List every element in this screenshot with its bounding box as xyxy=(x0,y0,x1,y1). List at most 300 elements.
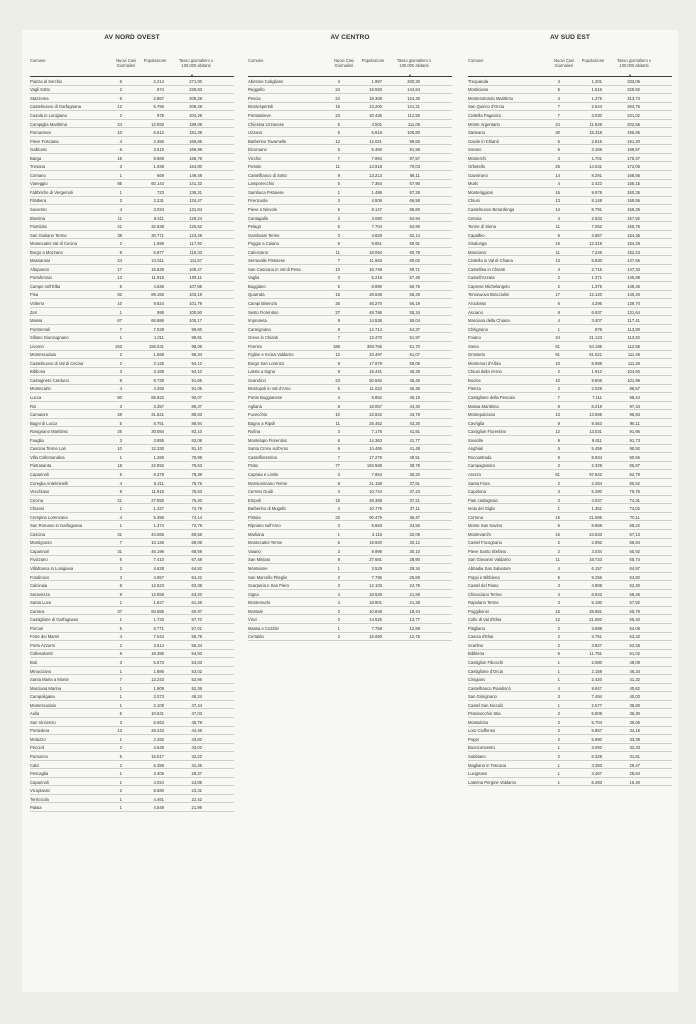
cell-tasso: 76,76 xyxy=(191,480,202,486)
table-row xyxy=(248,556,452,565)
cell-comune: Cetona xyxy=(468,215,482,221)
cell-tasso: 55,34 xyxy=(191,642,202,648)
cell-popolazione: 2.484 xyxy=(591,480,602,486)
cell-comune: Cascina xyxy=(30,531,46,537)
table-row xyxy=(30,128,234,137)
cell-comune: Rosignano Marittimo xyxy=(30,429,69,435)
cell-nuovi-casi: 1 xyxy=(119,771,122,777)
cell-tasso: 41,77 xyxy=(409,437,420,443)
cell-nuovi-casi: 6 xyxy=(557,232,560,238)
cell-tasso: 25,69 xyxy=(409,574,420,580)
cell-comune: Monteriggioni xyxy=(468,189,494,195)
cell-tasso: 74,31 xyxy=(629,497,640,503)
table-row xyxy=(30,436,234,445)
cell-nuovi-casi: 4 xyxy=(119,207,122,212)
cell-nuovi-casi: 8 xyxy=(337,326,340,332)
cell-tasso: 64,82 xyxy=(629,574,640,580)
cell-tasso: 111,09 xyxy=(407,121,420,127)
cell-popolazione: 1.912 xyxy=(591,369,602,375)
cell-nuovi-casi: 153 xyxy=(115,343,122,349)
cell-nuovi-casi: 23 xyxy=(335,377,340,383)
cell-comune: Marciana Marina xyxy=(30,685,62,691)
table-row xyxy=(30,154,234,163)
cell-popolazione: 27.850 xyxy=(151,497,164,503)
table-body xyxy=(468,77,672,786)
cell-comune: Sinalunga xyxy=(468,241,487,247)
header-comune: Comune xyxy=(468,58,484,63)
cell-comune: Rio xyxy=(30,403,37,409)
cell-nuovi-casi: 2 xyxy=(557,736,560,742)
cell-comune: Trequanda xyxy=(468,78,489,84)
cell-popolazione: 2.108 xyxy=(153,702,164,708)
table-row xyxy=(30,607,234,616)
cell-popolazione: 8.291 xyxy=(591,172,602,178)
table-row xyxy=(30,556,234,565)
cell-nuovi-casi: 3 xyxy=(337,232,340,238)
table-row xyxy=(30,598,234,607)
cell-tasso: 64,90 xyxy=(409,224,420,230)
cell-tasso: 159,55 xyxy=(627,198,640,204)
cell-comune: Seravezza xyxy=(30,591,50,597)
cell-popolazione: 44.565 xyxy=(151,531,164,537)
header-nuovi-casi: Nuovi Casi Giornalieri xyxy=(116,58,136,68)
cell-popolazione: 4.649 xyxy=(153,745,164,751)
cell-comune: Montespertoli xyxy=(248,104,274,110)
cell-tasso: 160,35 xyxy=(627,189,640,195)
cell-comune: Sambuca Pistoiese xyxy=(248,189,284,195)
cell-comune: Firenze xyxy=(248,343,262,349)
cell-nuovi-casi: 3 xyxy=(119,565,122,571)
cell-nuovi-casi: 4 xyxy=(119,386,122,392)
cell-comune: Colle di Val d'Elsa xyxy=(468,617,502,623)
cell-comune: Bientina xyxy=(30,215,46,221)
cell-tasso: 57,70 xyxy=(191,617,202,623)
cell-comune: Montecarlo xyxy=(30,386,51,392)
table-row xyxy=(468,462,672,471)
table-row xyxy=(468,419,672,428)
table-row xyxy=(30,701,234,710)
table-row xyxy=(30,470,234,479)
table-row xyxy=(30,487,234,496)
cell-nuovi-casi: 2 xyxy=(119,352,122,358)
cell-nuovi-casi: 3 xyxy=(119,574,122,580)
cell-tasso: 66,58 xyxy=(409,198,420,204)
cell-tasso: 145,88 xyxy=(627,275,640,281)
cell-tasso: 149,48 xyxy=(189,172,202,178)
table-row xyxy=(468,445,672,454)
cell-nuovi-casi: 18 xyxy=(335,497,340,503)
cell-nuovi-casi: 2 xyxy=(337,215,340,221)
cell-tasso: 85,87 xyxy=(629,463,640,469)
cell-nuovi-casi: 7 xyxy=(337,258,340,264)
cell-comune: Chianni xyxy=(30,506,45,512)
table-row xyxy=(248,180,452,189)
cell-nuovi-casi: 2 xyxy=(557,728,560,734)
cell-nuovi-casi: 1 xyxy=(119,694,122,700)
cell-nuovi-casi: 4 xyxy=(557,181,560,187)
cell-tasso: 29,47 xyxy=(629,762,640,768)
cell-nuovi-casi: 12 xyxy=(555,429,560,435)
cell-nuovi-casi: 7 xyxy=(337,335,340,341)
cell-tasso: 30,10 xyxy=(409,548,420,554)
cell-popolazione: 18.057 xyxy=(369,403,382,409)
cell-popolazione: 1.275 xyxy=(591,95,602,101)
table-row xyxy=(248,427,452,436)
cell-popolazione: 11.761 xyxy=(589,651,602,657)
sort-arrow-icon[interactable]: ▼ xyxy=(628,73,632,78)
table-row xyxy=(30,504,234,513)
cell-comune: Viareggio xyxy=(30,181,48,187)
table-row xyxy=(30,299,234,308)
cell-comune: Pitigliano xyxy=(468,625,485,631)
cell-popolazione: 2.080 xyxy=(591,659,602,665)
cell-nuovi-casi: 10 xyxy=(555,360,560,366)
table-row xyxy=(468,137,672,146)
cell-popolazione: 22.892 xyxy=(151,463,164,469)
cell-tasso: 54,93 xyxy=(191,651,202,657)
cell-popolazione: 3.614 xyxy=(153,642,164,648)
table-row xyxy=(468,162,672,171)
cell-comune: Cascina Terme Lari xyxy=(30,446,66,452)
table-row xyxy=(468,667,672,676)
cell-nuovi-casi: 24 xyxy=(335,87,340,93)
cell-tasso: 78,39 xyxy=(191,471,202,477)
cell-comune: Vaglia xyxy=(248,275,260,281)
cell-nuovi-casi: 6 xyxy=(337,241,340,247)
cell-comune: Buti xyxy=(30,659,38,665)
cell-tasso: 55,40 xyxy=(629,617,640,623)
cell-comune: Santa Luce xyxy=(30,600,52,606)
cell-popolazione: 6.359 xyxy=(153,762,164,768)
table-row xyxy=(30,86,234,95)
cell-popolazione: 8.834 xyxy=(591,454,602,460)
cell-comune: Montalcino xyxy=(468,719,489,725)
table-row xyxy=(468,573,672,582)
cell-nuovi-casi: 3 xyxy=(337,583,340,589)
cell-tasso: 111,57 xyxy=(189,258,202,264)
cell-popolazione: 3.529 xyxy=(371,565,382,571)
table-row xyxy=(248,77,452,86)
cell-nuovi-casi: 8 xyxy=(557,403,560,409)
table-row xyxy=(248,171,452,180)
cell-popolazione: 14.363 xyxy=(369,437,382,443)
cell-tasso: 100,50 xyxy=(189,309,202,315)
cell-nuovi-casi: 6 xyxy=(337,130,340,136)
cell-comune: Serravalle Pistoiese xyxy=(248,258,286,264)
cell-nuovi-casi: 1 xyxy=(119,685,122,691)
cell-comune: Castelnuovo di Val di Cecina xyxy=(30,360,84,366)
cell-comune: Scarperia e San Piero xyxy=(248,583,289,589)
cell-popolazione: 1.733 xyxy=(153,617,164,623)
cell-nuovi-casi: 33 xyxy=(335,514,340,520)
sort-arrow-icon[interactable]: ▼ xyxy=(408,73,412,78)
cell-nuovi-casi: 6 xyxy=(119,147,122,153)
cell-tasso: 38,20 xyxy=(409,471,420,477)
table-row xyxy=(30,94,234,103)
cell-comune: Barga xyxy=(30,155,42,161)
cell-popolazione: 9.996 xyxy=(371,548,382,554)
cell-tasso: 32,09 xyxy=(409,531,420,537)
table-row xyxy=(468,94,672,103)
cell-comune: Montopoli in Val d'Arno xyxy=(248,386,291,392)
cell-nuovi-casi: 5 xyxy=(337,283,340,289)
cell-popolazione: 2.329 xyxy=(591,463,602,469)
cell-popolazione: 878 xyxy=(595,326,602,332)
cell-nuovi-casi: 3 xyxy=(119,164,122,170)
cell-comune: Certaldo xyxy=(248,634,264,640)
cell-tasso: 131,64 xyxy=(627,309,640,315)
cell-popolazione: 16.385 xyxy=(151,651,164,657)
cell-nuovi-casi: 2 xyxy=(557,386,560,392)
table-row xyxy=(248,316,452,325)
cell-nuovi-casi: 11 xyxy=(555,224,560,230)
cell-nuovi-casi: 7 xyxy=(557,395,560,401)
cell-comune: Comano xyxy=(30,172,46,178)
cell-nuovi-casi: 14 xyxy=(555,207,560,212)
table-row xyxy=(468,222,672,231)
cell-popolazione: 21.123 xyxy=(589,335,602,341)
cell-nuovi-casi: 30 xyxy=(555,130,560,136)
cell-nuovi-casi: 1 xyxy=(557,702,560,708)
table-row xyxy=(30,581,234,590)
cell-nuovi-casi: 4 xyxy=(557,318,560,324)
cell-comune: Pieve Santo Stefano xyxy=(468,548,507,554)
cell-comune: Marliana xyxy=(248,531,265,537)
table-row xyxy=(248,479,452,488)
cell-nuovi-casi: 7 xyxy=(557,112,560,118)
cell-nuovi-casi: 24 xyxy=(117,121,122,127)
cell-tasso: 67,29 xyxy=(409,189,420,195)
table-row xyxy=(468,171,672,180)
cell-nuovi-casi: 91 xyxy=(555,352,560,358)
cell-nuovi-casi: 2 xyxy=(119,762,122,768)
cell-nuovi-casi: 9 xyxy=(557,309,560,315)
region-title: AV SUD EST xyxy=(549,34,591,41)
cell-comune: Empoli xyxy=(248,497,261,503)
region-column-centro xyxy=(248,30,452,641)
cell-popolazione: 1.909 xyxy=(153,685,164,691)
cell-tasso: 231,02 xyxy=(627,112,640,118)
cell-comune: Vecchiano xyxy=(30,489,50,495)
cell-popolazione: 45.196 xyxy=(151,548,164,554)
table-row xyxy=(468,145,672,154)
header-popolazione: Popolazione xyxy=(361,58,385,63)
cell-tasso: 98,06 xyxy=(191,343,202,349)
cell-nuovi-casi: 2 xyxy=(119,745,122,751)
cell-tasso: 154,80 xyxy=(189,164,202,170)
cell-tasso: 21,28 xyxy=(409,600,420,606)
table-row xyxy=(468,581,672,590)
table-row xyxy=(248,351,452,360)
sort-arrow-icon[interactable]: ▼ xyxy=(190,73,194,78)
table-row xyxy=(248,342,452,351)
cell-comune: Capraia e Limite xyxy=(248,471,279,477)
cell-tasso: 37,81 xyxy=(409,480,420,486)
cell-popolazione: 90.479 xyxy=(369,514,382,520)
cell-popolazione: 16.749 xyxy=(369,266,382,272)
cell-popolazione: 1.371 xyxy=(591,275,602,281)
cell-tasso: 78,99 xyxy=(191,454,202,460)
cell-popolazione: 13.470 xyxy=(369,335,382,341)
cell-nuovi-casi: 12 xyxy=(117,104,122,110)
table-row xyxy=(30,744,234,753)
cell-popolazione: 13.243 xyxy=(151,677,164,683)
table-row xyxy=(468,744,672,753)
cell-comune: Caprese Michelangelo xyxy=(468,283,510,289)
cell-comune: Agliana xyxy=(248,403,262,409)
cell-tasso: 89,37 xyxy=(191,403,202,409)
table-row xyxy=(30,735,234,744)
cell-nuovi-casi: 2 xyxy=(119,642,122,648)
cell-popolazione: 26.648 xyxy=(369,292,382,298)
cell-tasso: 24,85 xyxy=(191,779,202,785)
cell-nuovi-casi: 1 xyxy=(557,668,560,674)
cell-popolazione: 8.791 xyxy=(591,207,602,212)
cell-tasso: 43,20 xyxy=(409,420,420,426)
cell-popolazione: 18.526 xyxy=(369,591,382,597)
cell-nuovi-casi: 2 xyxy=(557,625,560,631)
cell-tasso: 86,94 xyxy=(191,420,202,426)
cell-tasso: 18,44 xyxy=(409,608,420,614)
cell-nuovi-casi: 13 xyxy=(555,198,560,204)
cell-popolazione: 13.565 xyxy=(589,412,602,418)
table-row xyxy=(30,282,234,291)
cell-popolazione: 3.407 xyxy=(591,318,602,324)
cell-popolazione: 15.517 xyxy=(151,754,164,759)
table-row xyxy=(248,419,452,428)
cell-tasso: 68,59 xyxy=(191,548,202,554)
table-row xyxy=(248,496,452,505)
table-row xyxy=(248,103,452,112)
cell-comune: Camaiore xyxy=(30,412,49,418)
cell-tasso: 208,48 xyxy=(189,104,202,110)
cell-tasso: 156,76 xyxy=(189,155,202,161)
table-row xyxy=(30,239,234,248)
cell-comune: Filattiera xyxy=(30,198,47,204)
cell-tasso: 35,06 xyxy=(629,719,640,725)
cell-tasso: 112,55 xyxy=(407,112,420,118)
cell-comune: Arcidosso xyxy=(468,301,487,307)
cell-tasso: 28,34 xyxy=(409,565,420,571)
cell-tasso: 191,20 xyxy=(627,138,640,144)
cell-tasso: 44,46 xyxy=(191,728,202,734)
cell-popolazione: 3.698 xyxy=(591,625,602,631)
cell-comune: Loro Ciuffenna xyxy=(468,728,496,734)
cell-popolazione: 9.806 xyxy=(591,377,602,383)
cell-comune: Carrara xyxy=(30,608,45,614)
region-column-nord-ovest xyxy=(30,30,234,812)
cell-tasso: 54,37 xyxy=(409,326,420,332)
cell-tasso: 271,00 xyxy=(189,78,202,84)
cell-tasso: 68,11 xyxy=(409,172,420,178)
cell-popolazione: 12.330 xyxy=(151,446,164,452)
cell-nuovi-casi: 4 xyxy=(337,395,340,401)
table-row xyxy=(468,675,672,684)
cell-popolazione: 11.849 xyxy=(589,121,602,127)
table-row xyxy=(468,410,672,419)
cell-popolazione: 5.395 xyxy=(153,514,164,520)
cell-tasso: 145,45 xyxy=(627,283,640,289)
cell-comune: Montescudaio xyxy=(30,702,57,708)
cell-popolazione: 2.282 xyxy=(153,736,164,742)
cell-tasso: 228,83 xyxy=(189,87,202,93)
table-row xyxy=(248,385,452,394)
cell-comune: Vicopisano xyxy=(30,788,51,794)
cell-popolazione: 1.627 xyxy=(153,600,164,606)
table-row xyxy=(30,530,234,539)
cell-popolazione: 7.364 xyxy=(371,181,382,187)
table-row xyxy=(30,274,234,283)
cell-nuovi-casi: 8 xyxy=(119,591,122,597)
cell-tasso: 65,92 xyxy=(629,548,640,554)
cell-popolazione: 8.729 xyxy=(153,377,164,383)
cell-nuovi-casi: 2 xyxy=(557,634,560,640)
table-row xyxy=(30,171,234,180)
table-row xyxy=(30,393,234,402)
cell-popolazione: 15.318 xyxy=(589,130,602,136)
cell-popolazione: 2.355 xyxy=(153,138,164,144)
cell-tasso: 78,63 xyxy=(191,463,202,469)
cell-popolazione: 1.701 xyxy=(591,155,602,161)
cell-nuovi-casi: 2 xyxy=(119,360,122,366)
cell-comune: Sillano Giuncugnano xyxy=(30,335,69,341)
cell-comune: Pratovecchio Stia xyxy=(468,711,501,717)
cell-comune: Monticiano xyxy=(468,87,489,93)
cell-popolazione: 3.827 xyxy=(591,642,602,648)
cell-comune: Poppi e Bibbiena xyxy=(468,574,500,580)
cell-tasso: 13,77 xyxy=(409,617,420,623)
cell-comune: Cinigiano xyxy=(468,677,486,683)
cell-tasso: 189,57 xyxy=(627,147,640,153)
table-row xyxy=(468,496,672,505)
cell-nuovi-casi: 3 xyxy=(119,437,122,443)
cell-tasso: 95,83 xyxy=(629,412,640,418)
cell-tasso: 134,47 xyxy=(189,198,202,204)
cell-comune: Volterra xyxy=(30,301,45,307)
cell-comune: Monsummano Terme xyxy=(248,480,288,486)
table-row xyxy=(248,274,452,283)
table-row xyxy=(468,342,672,351)
cell-popolazione: 874 xyxy=(157,87,164,93)
cell-popolazione: 13.200 xyxy=(369,104,382,110)
cell-tasso: 154,36 xyxy=(627,232,640,238)
cell-popolazione: 10.779 xyxy=(369,506,382,512)
cell-nuovi-casi: 6 xyxy=(557,523,560,529)
cell-nuovi-casi: 11 xyxy=(335,420,340,426)
cell-comune: Montecatini Val di Cecina xyxy=(30,241,77,247)
table-row xyxy=(468,333,672,342)
cell-comune: Aulla xyxy=(30,711,40,717)
cell-comune: Molazzo xyxy=(30,736,46,742)
cell-comune: Campiglia Marittima xyxy=(30,121,67,127)
cell-nuovi-casi: 1 xyxy=(119,796,122,802)
table-row xyxy=(248,470,452,479)
cell-popolazione: 1.658 xyxy=(153,352,164,358)
cell-comune: Castiglione di Garfagnana xyxy=(30,617,79,623)
cell-popolazione: 1.375 xyxy=(591,283,602,289)
cell-popolazione: 9.851 xyxy=(371,241,382,247)
cell-popolazione: 5.459 xyxy=(591,446,602,452)
cell-nuovi-casi: 3 xyxy=(337,471,340,477)
cell-tasso: 57,49 xyxy=(409,275,420,281)
cell-tasso: 116,33 xyxy=(189,249,202,255)
cell-nuovi-casi: 1 xyxy=(557,659,560,665)
cell-comune: Ripriano sull'Arno xyxy=(248,523,281,529)
table-header xyxy=(248,44,452,77)
table-row xyxy=(248,376,452,385)
cell-tasso: 101,98 xyxy=(627,377,640,383)
cell-tasso: 82,79 xyxy=(629,471,640,477)
